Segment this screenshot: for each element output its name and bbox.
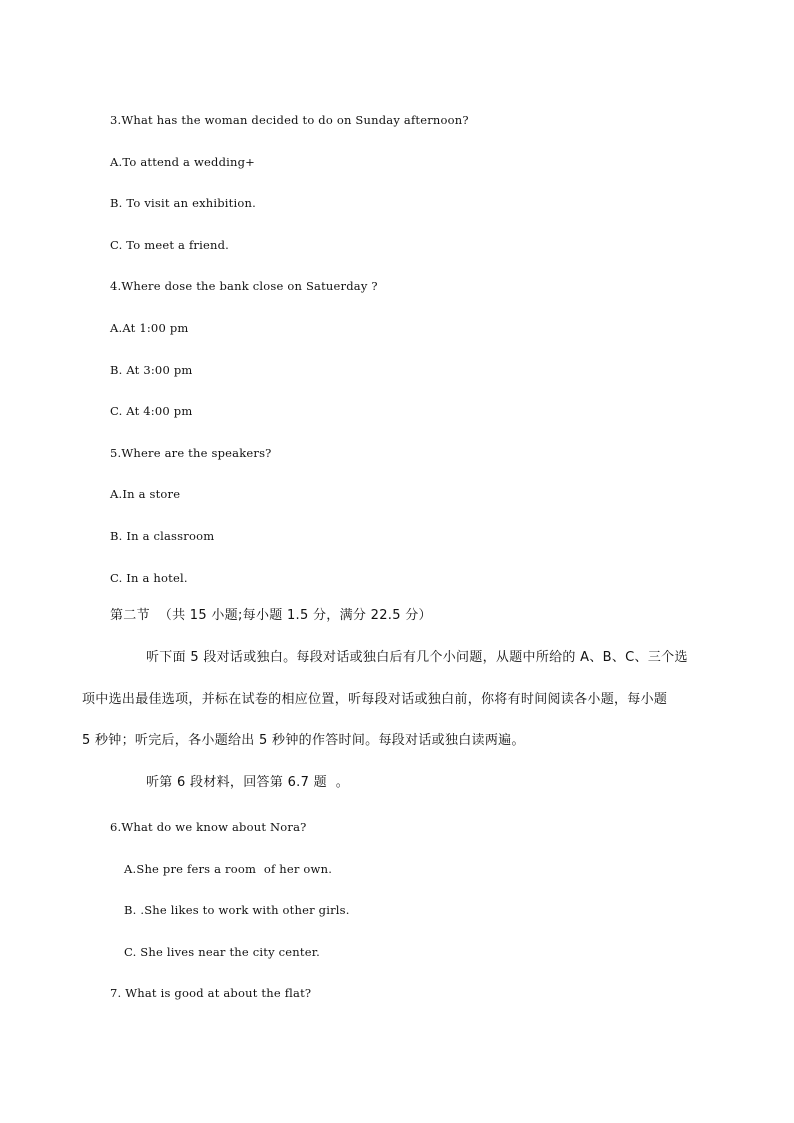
question-3-option-a: A.To attend a wedding+ <box>110 155 256 169</box>
question-4: 4.Where dose the bank close on Satuerday ? <box>110 279 378 293</box>
question-4-option-c: C. At 4:00 pm <box>110 404 193 418</box>
question-6: 6.What do we know about Nora? <box>110 820 307 834</box>
question-4-option-a: A.At 1:00 pm <box>110 321 189 335</box>
material-note: 听第 6 段材料，回答第 6.7 题 。 <box>146 775 350 790</box>
question-5-option-c: C. In a hotel. <box>110 571 188 585</box>
instructions-line-2: 项中选出最佳选项，并标在试卷的相应位置，听每段对话或独白前，你将有时间阅读各小题，每小题 <box>82 692 668 707</box>
question-7: 7. What is good at about the flat? <box>110 986 312 1000</box>
question-3-option-b: B. To visit an exhibition. <box>110 196 256 210</box>
question-6-option-a: A.She pre fers a room of her own. <box>124 862 333 876</box>
section-heading: 第二节 （共 15 小题;每小题 1.5 分，满分 22.5 分） <box>110 608 432 623</box>
question-3-option-c: C. To meet a friend. <box>110 238 230 252</box>
question-6-option-b: B. .She likes to work with other girls. <box>124 903 350 917</box>
question-5: 5.Where are the speakers? <box>110 446 272 460</box>
question-6-option-c: C. She lives near the city center. <box>124 945 321 959</box>
question-4-option-b: B. At 3:00 pm <box>110 363 193 377</box>
instructions-line-1: 听下面 5 段对话或独白。每段对话或独白后有几个小问题，从题中所给的 A、B、C、三个选 <box>146 650 688 665</box>
question-5-option-a: A.In a store <box>110 487 181 501</box>
instructions-line-3: 5 秒钟；听完后，各小题给出 5 秒钟的作答时间。每段对话或独白读两遍。 <box>82 733 525 748</box>
question-3: 3.What has the woman decided to do on Sunday afternoon? <box>110 113 469 127</box>
question-5-option-b: B. In a classroom <box>110 529 215 543</box>
